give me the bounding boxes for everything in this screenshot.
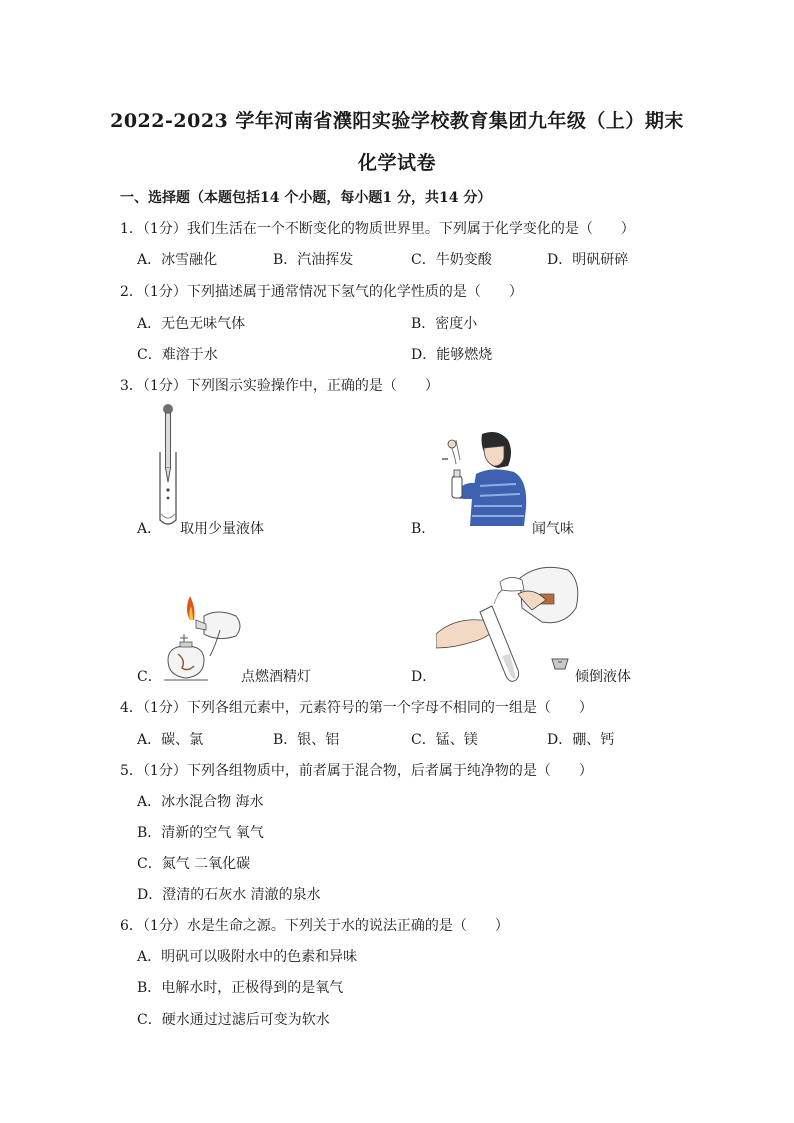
question-2-option-c: C．难溶于水 xyxy=(137,347,218,363)
exam-title-line1: 2022-2023 学年河南省濮阳实验学校教育集团九年级（上）期末 xyxy=(110,110,684,132)
question-4-option-a: A．碳、氯 xyxy=(137,732,204,748)
smelling-gas-figure xyxy=(436,428,532,528)
question-3-option-d-letter: D． xyxy=(411,669,437,685)
question-2-stem: 2．（1分）下列描述属于通常情况下氢气的化学性质的是（ ） xyxy=(120,284,523,300)
question-3-option-b-caption: 闻气味 xyxy=(532,521,574,537)
question-1-option-b: B．汽油挥发 xyxy=(273,252,354,268)
question-3-option-d-caption: 倾倒液体 xyxy=(575,669,631,685)
question-5-option-d: D．澄清的石灰水 清澈的泉水 xyxy=(137,887,321,903)
question-1-option-a: A．冰雪融化 xyxy=(137,252,218,268)
question-6-option-a: A．明矾可以吸附水中的色素和异味 xyxy=(137,949,358,965)
question-4-option-c: C．锰、镁 xyxy=(411,732,478,748)
question-4-stem: 4．（1分）下列各组元素中，元素符号的第一个字母不相同的一组是（ ） xyxy=(120,700,593,716)
question-3-stem: 3．（1分）下列图示实验操作中，正确的是（ ） xyxy=(120,378,439,394)
question-5-option-a: A．冰水混合物 海水 xyxy=(137,794,264,810)
question-3-option-c-letter: C． xyxy=(137,669,162,685)
dropper-test-tube-figure xyxy=(150,402,186,532)
question-4-option-d: D．硼、钙 xyxy=(547,732,615,748)
question-5-stem: 5．（1分）下列各组物质中，前者属于混合物，后者属于纯净物的是（ ） xyxy=(120,763,593,779)
question-2-option-d: D．能够燃烧 xyxy=(411,347,493,363)
question-3-option-b-letter: B． xyxy=(411,521,436,537)
question-3-option-a-letter: A． xyxy=(137,521,162,537)
question-4-option-b: B．银、铝 xyxy=(273,732,340,748)
question-3-option-c-caption: 点燃酒精灯 xyxy=(241,669,311,685)
lighting-alcohol-lamp-figure xyxy=(160,590,246,686)
question-5-option-c: C．氮气 二氧化碳 xyxy=(137,856,251,872)
exam-title-line2: 化学试卷 xyxy=(357,152,436,174)
section-heading: 一、选择题（本题包括14 个小题，每小题1 分，共14 分） xyxy=(120,190,492,206)
question-6-option-b: B．电解水时，正极得到的是氧气 xyxy=(137,980,344,996)
question-1-stem: 1．（1分）我们生活在一个不断变化的物质世界里。下列属于化学变化的是（ ） xyxy=(120,221,635,237)
question-2-option-a: A．无色无味气体 xyxy=(137,316,246,332)
question-1-option-d: D．明矾研碎 xyxy=(547,252,629,268)
question-6-option-c: C．硬水通过过滤后可变为软水 xyxy=(137,1012,330,1028)
question-1-option-c: C．牛奶变酸 xyxy=(411,252,492,268)
question-5-option-b: B．清新的空气 氧气 xyxy=(137,825,264,841)
question-2-option-b: B．密度小 xyxy=(411,316,478,332)
stopper-icon xyxy=(551,657,569,671)
question-6-stem: 6．（1分）水是生命之源。下列关于水的说法正确的是（ ） xyxy=(120,918,509,934)
question-3-option-a-caption: 取用少量液体 xyxy=(180,521,264,537)
